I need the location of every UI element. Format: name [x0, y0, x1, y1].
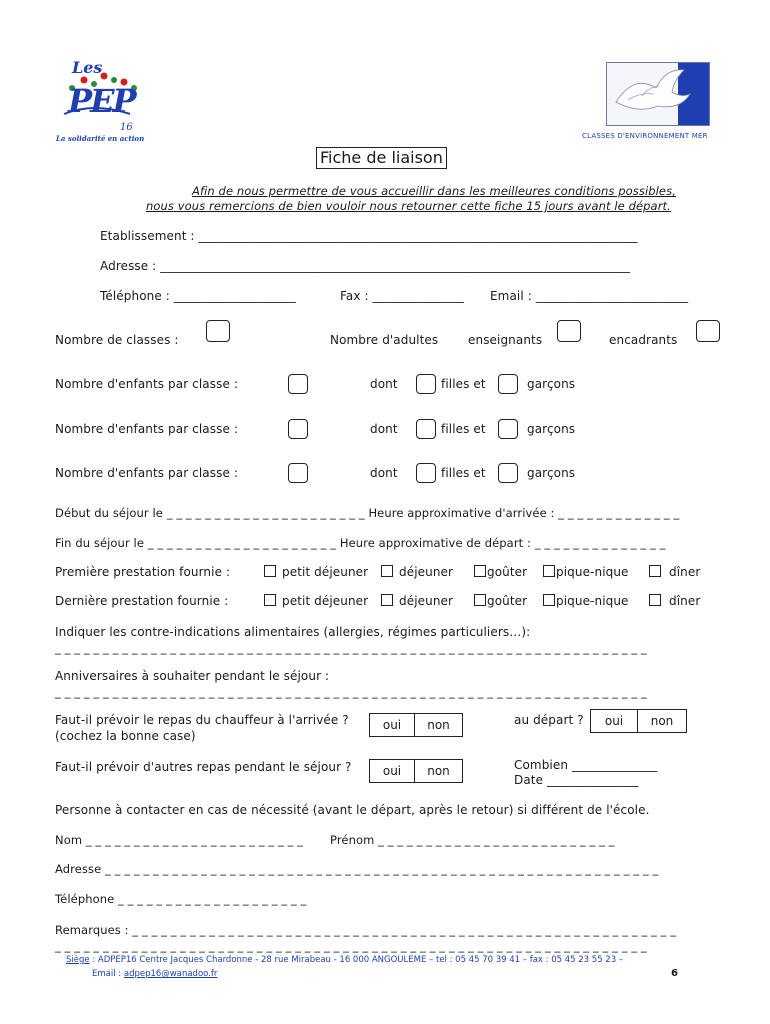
nb-classes-label: Nombre de classes : — [55, 333, 179, 347]
dont-label: dont — [370, 377, 398, 391]
checkbox-icon[interactable] — [474, 594, 486, 606]
autres-repas-question: Faut-il prévoir d'autres repas pendant le séjour ? — [55, 760, 352, 774]
checkbox-icon[interactable] — [543, 565, 555, 577]
oui-option[interactable]: oui — [604, 714, 624, 728]
enfants-label: Nombre d'enfants par classe : — [55, 422, 238, 436]
pep-logo-big: PEP — [68, 82, 135, 120]
enfants-label: Nombre d'enfants par classe : — [55, 377, 238, 391]
premiere-gouter[interactable]: goûter — [474, 565, 527, 579]
oui-option[interactable]: oui — [382, 764, 402, 778]
personne-contact-label: Personne à contacter en cas de nécessité (avant le départ, après le retour) si différent de l'école. — [55, 803, 650, 817]
derniere-dejeuner[interactable]: déjeuner — [381, 594, 453, 608]
premiere-prestation-label: Première prestation fournie : — [55, 565, 231, 579]
footer-address — [66, 955, 623, 965]
page-title: Fiche de liaison — [316, 147, 447, 169]
anniversaires-label: Anniversaires à souhaiter pendant le séjour : — [55, 669, 330, 683]
combien-field[interactable]: Combien ______________ — [514, 758, 658, 772]
garcons-label: garçons — [527, 422, 576, 436]
enfants-label: Nombre d'enfants par classe : — [55, 466, 238, 480]
filles-box[interactable] — [416, 463, 436, 483]
prenom-field[interactable]: Prénom _ _ _ _ _ _ _ _ _ _ _ _ _ _ _ _ _ _ _ _ _ _ _ _ _ — [330, 833, 615, 847]
contre-indications-label: Indiquer les contre-indications alimentaires (allergies, régimes particuliers…): — [55, 625, 531, 639]
siege-link[interactable]: Siège — [66, 955, 90, 965]
garcons-label: garçons — [527, 466, 576, 480]
derniere-pique-nique[interactable]: pique-nique — [543, 594, 629, 608]
etablissement-field[interactable]: Etablissement : ________________________________________________________________________ — [100, 229, 638, 243]
fax-field[interactable]: Fax : _______________ — [340, 289, 465, 303]
checkbox-icon[interactable] — [381, 594, 393, 606]
checkbox-icon[interactable] — [543, 594, 555, 606]
derniere-prestation-label: Dernière prestation fournie : — [55, 594, 229, 608]
pep-logo — [52, 58, 162, 148]
footer-address-text: : ADPEP16 Centre Jacques Chardonne - 28 rue Mirabeau - 16 000 ANGOULEME – tel : 05 45 70 39 41 – fax : 05 45 23 55 23 – — [89, 955, 624, 965]
dont-label: dont — [370, 466, 398, 480]
encadrants-box[interactable] — [696, 320, 720, 342]
enseignants-label: enseignants — [468, 333, 543, 347]
email-label: Email : — [92, 969, 124, 979]
garcons-box[interactable] — [498, 463, 518, 483]
contre-indications-field[interactable]: _ _ _ _ _ _ _ _ _ _ _ _ _ _ _ _ _ _ _ _ _ _ _ _ _ _ _ _ _ _ _ _ _ _ _ _ _ _ _ _ _ _ _ _ _ _ _ _ _ _ _ _ _ _ _ _ _ _ _ _ _ _ — [55, 641, 647, 655]
intro-line-1: Afin de nous permettre de vous accueillir dans les meilleures conditions possibles, — [192, 184, 676, 198]
checkbox-icon[interactable] — [474, 565, 486, 577]
filles-box[interactable] — [416, 419, 436, 439]
enfants-count-box[interactable] — [288, 463, 308, 483]
enfants-count-box[interactable] — [288, 374, 308, 394]
debut-sejour-field[interactable]: Début du séjour le _ _ _ _ _ _ _ _ _ _ _ _ _ _ _ _ _ _ _ _ _ Heure approximative d'arrivée : _ _ _ _ _ _ _ _ _ _ _ _ _ — [55, 506, 680, 520]
derniere-petit-dejeuner[interactable]: petit déjeuner — [264, 594, 368, 608]
adresse-field[interactable]: Adresse : _____________________________________________________________________________ — [100, 259, 630, 273]
nb-classes-box[interactable] — [206, 320, 230, 342]
page-number: 6 — [671, 968, 678, 979]
checkbox-icon[interactable] — [649, 594, 661, 606]
mer-logo-caption: CLASSES D'ENVIRONNEMENT MER — [582, 132, 708, 140]
telephone-contact-field[interactable]: Téléphone _ _ _ _ _ _ _ _ _ _ _ _ _ _ _ _ _ _ _ _ — [55, 892, 307, 906]
footer-email — [92, 969, 217, 979]
encadrants-label: encadrants — [609, 333, 678, 347]
filles-label: filles et — [441, 466, 486, 480]
chauffeur-question: Faut-il prévoir le repas du chauffeur à l'arrivée ? — [55, 713, 349, 727]
premiere-petit-dejeuner[interactable]: petit déjeuner — [264, 565, 368, 579]
dont-label: dont — [370, 422, 398, 436]
telephone-field[interactable]: Téléphone : ____________________ — [100, 289, 296, 303]
enseignants-box[interactable] — [557, 320, 581, 342]
adresse-contact-field[interactable]: Adresse _ _ _ _ _ _ _ _ _ _ _ _ _ _ _ _ _ _ _ _ _ _ _ _ _ _ _ _ _ _ _ _ _ _ _ _ _ _ _ _ _ _ _ _ _ _ _ _ _ _ _ _ _ _ _ _ _ _ — [55, 862, 659, 876]
checkbox-icon[interactable] — [649, 565, 661, 577]
premiere-pique-nique[interactable]: pique-nique — [543, 565, 629, 579]
premiere-dejeuner[interactable]: déjeuner — [381, 565, 453, 579]
filles-box[interactable] — [416, 374, 436, 394]
checkbox-icon[interactable] — [264, 594, 276, 606]
remarques-field-line-2[interactable]: _ _ _ _ _ _ _ _ _ _ _ _ _ _ _ _ _ _ _ _ _ _ _ _ _ _ _ _ _ _ _ _ _ _ _ _ _ _ _ _ _ _ _ _ _ _ _ _ _ _ _ _ _ _ _ _ _ _ _ _ _ _ — [55, 939, 647, 953]
filles-label: filles et — [441, 377, 486, 391]
non-option[interactable]: non — [414, 760, 462, 782]
checkbox-icon[interactable] — [381, 565, 393, 577]
derniere-gouter[interactable]: goûter — [474, 594, 527, 608]
au-depart-label: au départ ? — [514, 713, 584, 727]
enfants-count-box[interactable] — [288, 419, 308, 439]
chauffeur-depart-toggle — [590, 709, 687, 733]
intro-line-2: nous vous remercions de bien vouloir nous retourner cette fiche 15 jours avant le départ. — [146, 199, 671, 213]
fin-sejour-field[interactable]: Fin du séjour le _ _ _ _ _ _ _ _ _ _ _ _ _ _ _ _ _ _ _ _ Heure approximative de départ : _ _ _ _ _ _ _ _ _ _ _ _ _ _ — [55, 536, 666, 550]
nom-field[interactable]: Nom _ _ _ _ _ _ _ _ _ _ _ _ _ _ _ _ _ _ _ _ _ _ _ — [55, 833, 304, 847]
non-option[interactable]: non — [414, 714, 462, 736]
mer-logo — [578, 62, 738, 144]
garcons-label: garçons — [527, 377, 576, 391]
pep-logo-num: 16 — [120, 122, 133, 133]
filles-label: filles et — [441, 422, 486, 436]
oui-option[interactable]: oui — [382, 718, 402, 732]
premiere-diner[interactable]: dîner — [649, 565, 700, 579]
autres-repas-toggle — [369, 759, 463, 783]
garcons-box[interactable] — [498, 419, 518, 439]
chauffeur-arrivee-toggle — [369, 713, 463, 737]
derniere-diner[interactable]: dîner — [649, 594, 700, 608]
nb-adultes-label: Nombre d'adultes — [330, 333, 439, 347]
chauffeur-hint: (cochez la bonne case) — [55, 729, 196, 743]
email-field[interactable]: Email : _________________________ — [490, 289, 689, 303]
remarques-field[interactable]: Remarques : _ _ _ _ _ _ _ _ _ _ _ _ _ _ _ _ _ _ _ _ _ _ _ _ _ _ _ _ _ _ _ _ _ _ _ _ _ _ _ _ _ _ _ _ _ _ _ _ _ _ _ _ _ _ _ _ _ — [55, 923, 677, 937]
pep-logo-tagline: La solidarité en action — [56, 134, 145, 143]
non-option[interactable]: non — [637, 710, 686, 732]
pep-logo-small: Les — [72, 58, 103, 77]
anniversaires-field[interactable]: _ _ _ _ _ _ _ _ _ _ _ _ _ _ _ _ _ _ _ _ _ _ _ _ _ _ _ _ _ _ _ _ _ _ _ _ _ _ _ _ _ _ _ _ _ _ _ _ _ _ _ _ _ _ _ _ _ _ _ _ _ _ — [55, 685, 647, 699]
garcons-box[interactable] — [498, 374, 518, 394]
email-link[interactable]: adpep16@wanadoo.fr — [123, 969, 218, 979]
dove-icon — [606, 62, 710, 126]
checkbox-icon[interactable] — [264, 565, 276, 577]
date-field[interactable]: Date _______________ — [514, 773, 639, 787]
